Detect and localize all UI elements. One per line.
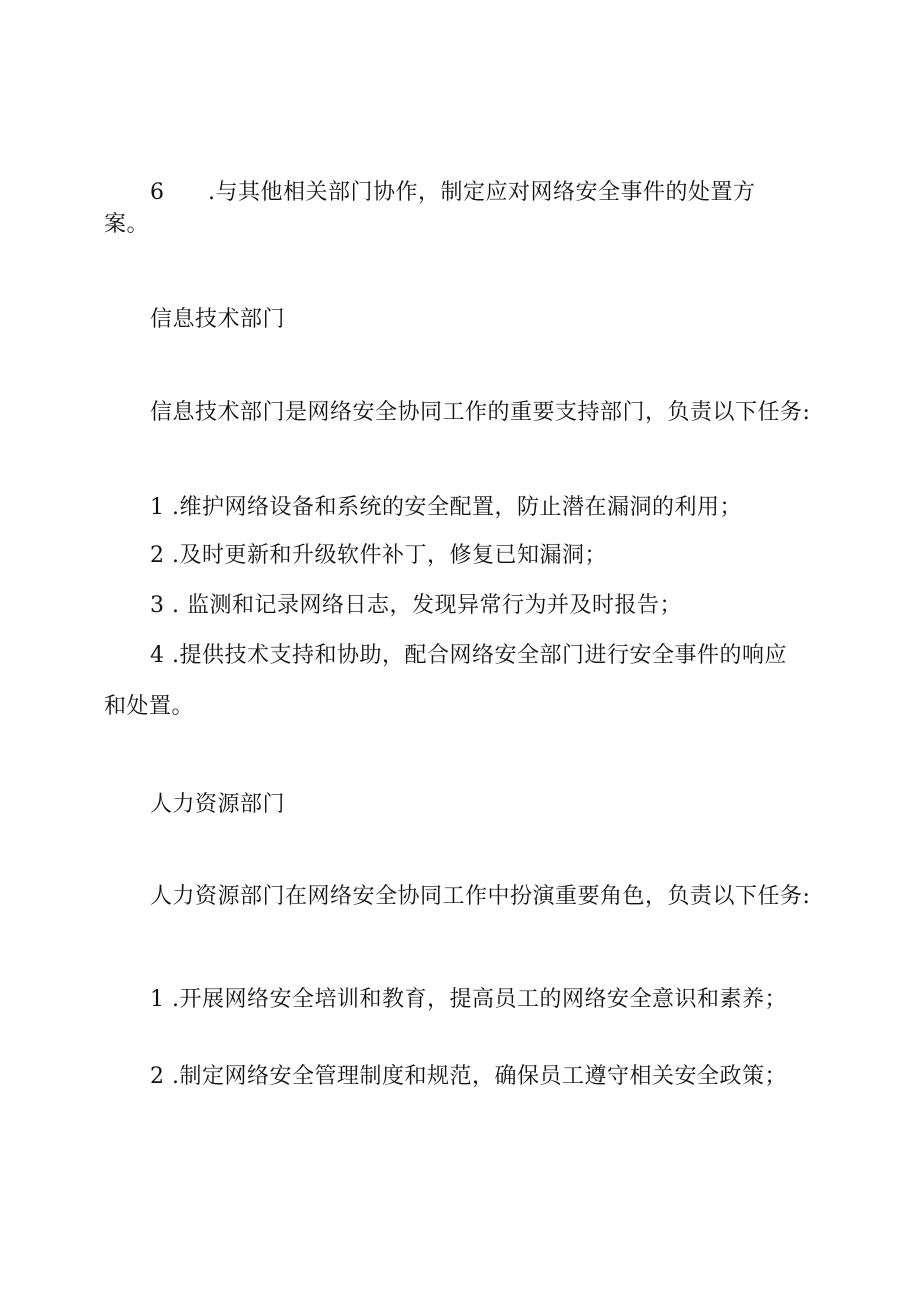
item-number: 2 [150, 1064, 165, 1089]
item-text: .与其他相关部门协作，制定应对网络安全事件的处置方 [208, 180, 756, 205]
list-item [150, 1062, 787, 1092]
section-heading-it: 信息技术部门 [150, 307, 286, 332]
item-text: .提供技术支持和协助，配合网络安全部门进行安全事件的响应 [172, 643, 787, 668]
list-item [150, 541, 607, 571]
item-text: .制定网络安全管理制度和规范，确保员工遵守相关安全政策； [172, 1064, 787, 1089]
item-number: 4 [150, 643, 165, 668]
list-item-continuation: 和处置。 [104, 694, 195, 719]
item-number: 6 [150, 180, 165, 205]
item-text: .开展网络安全培训和教育，提高员工的网络安全意识和素养； [172, 987, 787, 1012]
list-item [150, 493, 742, 523]
section-intro-hr: 人力资源部门在网络安全协同工作中扮演重要角色，负责以下任务: [150, 884, 811, 909]
list-item-6 [150, 178, 756, 208]
item-text: .及时更新和升级软件补丁，修复已知漏洞； [172, 543, 607, 568]
list-item [150, 985, 787, 1015]
list-item [150, 641, 787, 671]
section-intro-it: 信息技术部门是网络安全协同工作的重要支持部门，负责以下任务: [150, 400, 811, 425]
list-item [150, 591, 682, 621]
item-number: 3 [150, 593, 165, 618]
section-heading-hr: 人力资源部门 [150, 792, 286, 817]
item-number: 1 [150, 495, 165, 520]
item-number: 2 [150, 543, 165, 568]
item-number: 1 [150, 987, 165, 1012]
item-text: .维护网络设备和系统的安全配置，防止潜在漏洞的利用； [172, 495, 742, 520]
item-text: . 监测和记录网络日志，发现异常行为并及时报告； [172, 593, 682, 618]
list-item-6-continuation: 案。 [104, 212, 150, 237]
